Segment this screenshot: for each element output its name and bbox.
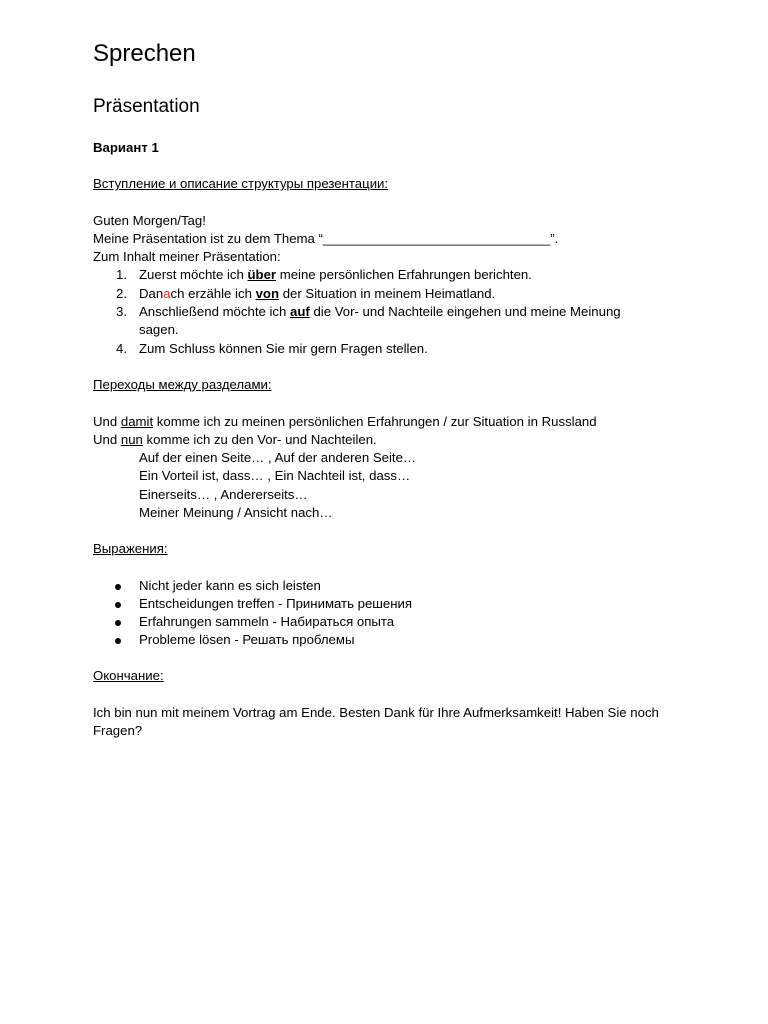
keyword: damit [120, 413, 154, 429]
list-item-text: der Situation in meinem Heimatland. [279, 285, 496, 301]
list-item [93, 266, 713, 284]
transition-text: komme ich zu den Vor- und Nachteilen. [142, 431, 377, 447]
list-item [93, 631, 713, 649]
ending-heading: Окончание: [93, 668, 164, 683]
keyword: nun [120, 431, 143, 447]
list-item-text: ch erzähle ich [170, 285, 256, 301]
transition-line [93, 413, 713, 431]
intro-heading: Вступление и описание структуры презентации: [93, 176, 389, 191]
transitions-heading: Переходы между разделами: [93, 377, 272, 392]
document-title: Sprechen [93, 40, 196, 67]
content-line: Zum Inhalt meiner Präsentation: [93, 249, 281, 265]
list-item-text: Dan [139, 285, 164, 301]
list-item-text: meine persönlichen Erfahrungen berichten. [276, 267, 532, 283]
expression-text: Nicht jeder kann es sich leisten [139, 577, 321, 593]
expression-text: Erfahrungen sammeln - Набираться опыта [139, 614, 395, 630]
list-item [93, 303, 659, 340]
document-subtitle: Präsentation [93, 96, 200, 117]
theme-line: Meine Präsentation ist zu dem Thema “_______________________________”. [93, 230, 559, 246]
list-item-text: die Vor- und Nachteile eingehen und meine Meinung sagen. [139, 304, 621, 338]
intro-section [93, 175, 713, 358]
keyword: von [255, 285, 280, 301]
list-item-number: 3. [116, 304, 127, 320]
greeting-line: Guten Morgen/Tag! [93, 212, 206, 228]
list-item [93, 613, 713, 631]
list-item [93, 340, 713, 358]
list-item-text: Anschließend möchte ich [139, 304, 290, 320]
ending-text: Ich bin nun mit meinem Vortrag am Ende. Besten Dank für Ihre Aufmerksamkeit! Haben Sie noch Fragen? [93, 704, 659, 738]
transition-text: Und [93, 431, 121, 447]
list-item [93, 577, 713, 595]
expressions-section [93, 540, 713, 650]
list-item-number: 2. [116, 285, 127, 301]
expression-text: Probleme lösen - Решать проблемы [139, 632, 355, 648]
intro-list [93, 266, 713, 357]
list-item-number: 1. [116, 267, 127, 283]
transition-phrase: Meiner Meinung / Ansicht nach… [139, 505, 333, 521]
expressions-list [93, 577, 713, 650]
list-item-text: Zum Schluss können Sie mir gern Fragen stellen. [139, 340, 428, 356]
variant-label: Вариант 1 [93, 140, 159, 155]
variant-heading [93, 139, 713, 157]
transition-text: komme ich zu meinen persönlichen Erfahrungen / zur Situation in Russland [153, 413, 597, 429]
bullet-icon [115, 584, 121, 590]
list-item-number: 4. [116, 340, 127, 356]
transition-phrase: Ein Vorteil ist, dass… , Ein Nachteil ist, dass… [139, 468, 411, 484]
ending-section [93, 667, 683, 740]
list-item [93, 595, 713, 613]
transition-phrase: Einerseits… , Andererseits… [139, 486, 308, 502]
keyword: über [247, 267, 277, 283]
expression-text: Entscheidungen treffen - Принимать решения [139, 595, 413, 611]
expressions-heading: Выражения: [93, 541, 168, 556]
list-item [93, 285, 713, 303]
highlighted-letter: a [163, 285, 171, 301]
bullet-icon [115, 638, 121, 644]
bullet-icon [115, 620, 121, 626]
bullet-icon [115, 602, 121, 608]
transition-text: Und [93, 413, 121, 429]
keyword: auf [290, 304, 310, 320]
list-item-text: Zuerst möchte ich [139, 267, 248, 283]
transition-line [93, 431, 713, 449]
transition-phrase: Auf der einen Seite… , Auf der anderen Seite… [139, 450, 417, 466]
transitions-section [93, 376, 713, 522]
